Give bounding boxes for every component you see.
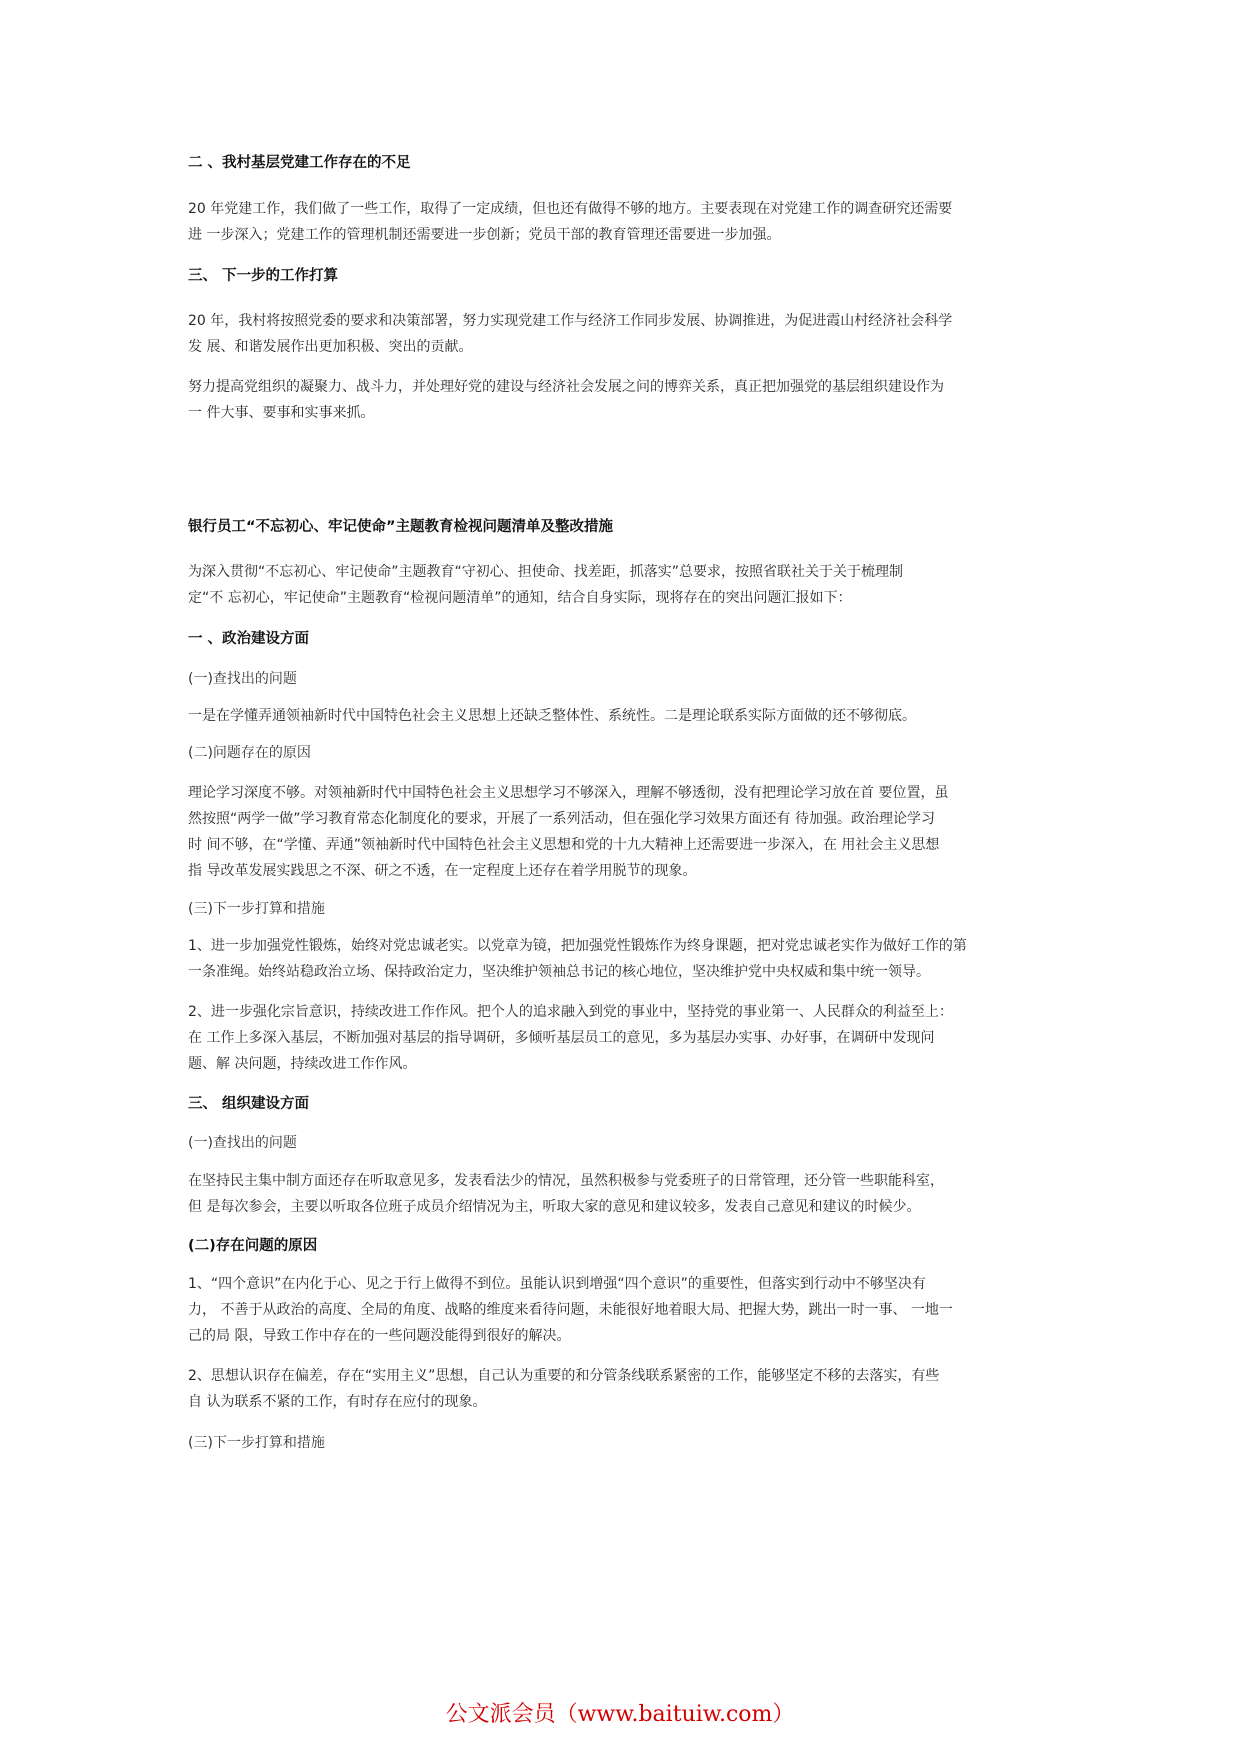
paragraph [188, 1168, 944, 1220]
subsection-label [188, 1430, 325, 1456]
text-line: 自 认为联系不紧的工作，有时存在应付的现象。 [188, 1394, 487, 1410]
subsection-label [188, 666, 297, 692]
section-heading [188, 514, 613, 540]
text-line: 20 年党建工作，我们做了一些工作，取得了一定成绩，但也还有做得不够的地方。主要表现在对党建工作的调查研究还需要 [188, 201, 953, 217]
paragraph [188, 374, 944, 426]
text-line: 但 是每次参会，主要以听取各位班子成员介绍情况为主，听取大家的意见和建议较多，发表自己意见和建议的时候少。 [188, 1199, 921, 1215]
text-line: 1、进一步加强党性锻炼，始终对党忠诚老实。以党章为镜，把加强党性锻炼作为终身课题，把对党忠诚老实作为做好工作的第 [188, 938, 967, 954]
text-line: (二)问题存在的原因 [188, 745, 311, 761]
text-line: 三、 下一步的工作打算 [188, 268, 339, 284]
text-line: 2、思想认识存在偏差，存在“实用主义”思想，自己认为重要的和分管条线联系紧密的工作，能够坚定不移的去落实，有些 [188, 1368, 940, 1384]
text-line: 己的局 限，导致工作中存在的一些问题没能得到很好的解决。 [188, 1328, 571, 1344]
text-line: 在 工作上多深入基层，不断加强对基层的指导调研，多倾听基层员工的意见，多为基层办实事、办好事，在调研中发现问 [188, 1030, 935, 1046]
paragraph [188, 1363, 939, 1415]
text-line: (三)下一步打算和措施 [188, 1435, 325, 1451]
text-line: 题、解 决问题，持续改进工作作风。 [188, 1056, 417, 1072]
section-heading [188, 1091, 309, 1117]
subsection-label [188, 1130, 297, 1156]
paragraph [188, 703, 916, 729]
text-line: 为深入贯彻“不忘初心、牢记使命”主题教育“守初心、担使命、找差距，抓落实”总要求，按照省联社关于关于梳理制 [188, 564, 904, 580]
section-heading [188, 626, 309, 652]
watermark-footer: 公文派会员（www.baituiw.com） [445, 1702, 795, 1727]
text-line: 发 展、和谐发展作出更加积极、突出的贡献。 [188, 339, 473, 355]
text-line: 然按照“两学一做”学习教育常态化制度化的要求，开展了一系列活动，但在强化学习效果方面还有 待加强。政治理论学习 [188, 811, 935, 827]
paragraph [188, 308, 952, 360]
text-line: 一 件大事、要事和实事来抓。 [188, 405, 375, 421]
text-line: 三、 组织建设方面 [188, 1096, 310, 1112]
text-line: 20 年，我村将按照党委的要求和决策部署，努力实现党建工作与经济工作同步发展、协调推进，为促进霞山村经济社会科学 [188, 313, 953, 329]
text-line: 力， 不善于从政治的高度、全局的角度、战略的维度来看待问题，未能很好地着眼大局、把握大势，跳出一时一事、 一地一 [188, 1302, 953, 1318]
text-line: 一 、政治建设方面 [188, 631, 310, 647]
text-line: 努力提高党组织的凝聚力、战斗力，并处理好党的建设与经济社会发展之问的博弈关系，真正把加强党的基层组织建设作为 [188, 379, 944, 395]
text-line: 银行员工“不忘初心、牢记使命”主题教育检视问题清单及整改措施 [188, 519, 614, 535]
subsection-label [188, 896, 325, 922]
text-line: 时 间不够，在“学懂、弄通”领袖新时代中国特色社会主义思想和党的十九大精神上还需要进一步深入，在 用社会主义思想 [188, 837, 940, 853]
text-line: 1、“四个意识”在内化于心、见之于行上做得不到位。虽能认识到增强“四个意识”的重要性，但落实到行动中不够坚决有 [188, 1276, 926, 1292]
text-line: 定“不 忘初心，牢记使命”主题教育“检视问题清单”的通知，结合自身实际，现将存在的突出问题汇报如下： [188, 590, 852, 606]
section-heading [188, 263, 338, 289]
text-line: 进 一步深入；党建工作的管理机制还需要进一步创新；党员干部的教育管理还雷要进一步加强。 [188, 227, 781, 243]
text-line: (三)下一步打算和措施 [188, 901, 325, 917]
section-heading [188, 1233, 317, 1259]
text-line: (一)查找出的问题 [188, 1135, 297, 1151]
text-line: (一)查找出的问题 [188, 671, 297, 687]
paragraph [188, 999, 953, 1077]
text-line: (二)存在问题的原因 [188, 1238, 318, 1254]
text-line: 一是在学懂弄通领袖新时代中国特色社会主义思想上还缺乏整体性、系统性。二是理论联系实际方面做的还不够彻底。 [188, 708, 916, 724]
text-line: 一条准绳。始终站稳政治立场、保持政治定力，坚决维护领袖总书记的核心地位，坚决维护党中央权威和集中统一领导。 [188, 964, 930, 980]
text-line: 二 、我村基层党建工作存在的不足 [188, 155, 411, 171]
subsection-label [188, 740, 311, 766]
text-line: 指 导改革发展实践思之不深、研之不透，在一定程度上还存在着学用脱节的现象。 [188, 863, 697, 879]
paragraph [188, 933, 967, 985]
text-line: 理论学习深度不够。对领袖新时代中国特色社会主义思想学习不够深入，理解不够透彻，没有把理论学习放在首 要位置，虽 [188, 785, 949, 801]
text-line: 2、进一步强化宗旨意识，持续改进工作作风。把个人的追求融入到党的事业中，坚持党的事业第一、人民群众的利益至上： [188, 1004, 953, 1020]
paragraph [188, 1271, 953, 1349]
text-line: 在坚持民主集中制方面还存在听取意见多，发表看法少的情况，虽然积极参与党委班子的日常管理，还分管一些职能科室， [188, 1173, 944, 1189]
paragraph [188, 196, 952, 248]
paragraph [188, 780, 948, 884]
paragraph [188, 559, 903, 611]
section-heading [188, 150, 411, 176]
